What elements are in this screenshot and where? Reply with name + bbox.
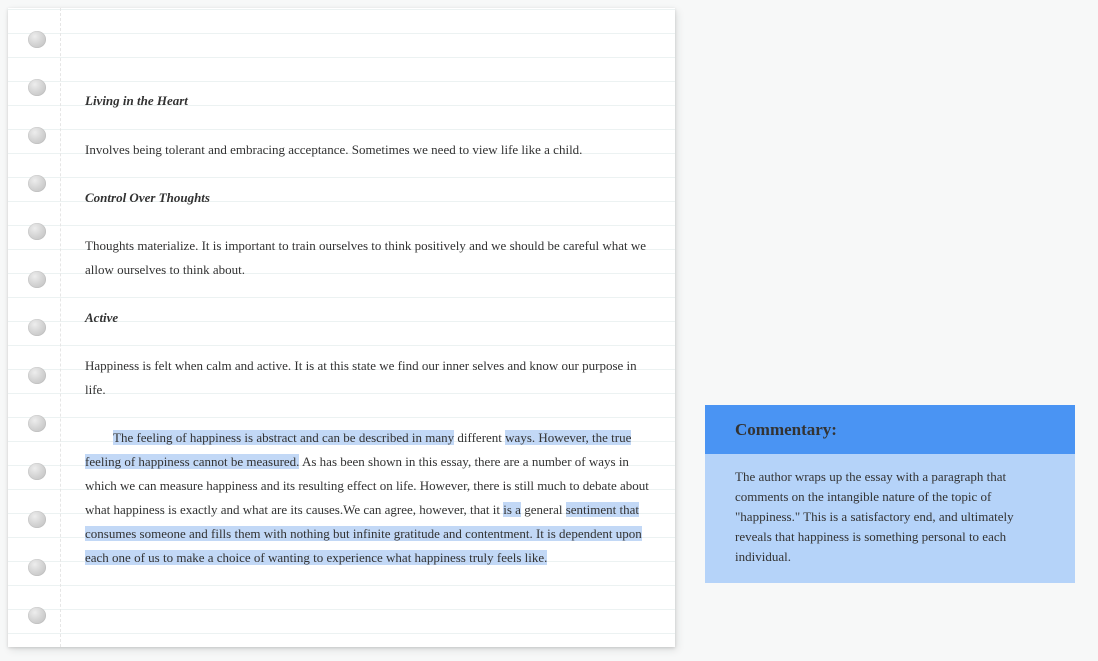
binder-hole [28,463,46,480]
highlighted-text-span: is a [503,502,521,517]
highlighted-text-span: The feeling of happiness is abstract and can be described in many [113,430,455,445]
binder-hole [28,511,46,528]
binder-hole [28,79,46,96]
margin-dashed-line [60,8,61,647]
essay-final-paragraph[interactable] [85,426,650,570]
notebook-paper [8,8,675,647]
binder-hole [28,175,46,192]
essay-paragraph-living-in-the-heart[interactable]: Involves being tolerant and embracing acceptance. Sometimes we need to view life like a child. [85,142,583,157]
essay-paragraph-control-over-thoughts[interactable]: Thoughts materialize. It is important to train ourselves to think positively and we should be careful what we allow ourselves to think about. [85,238,647,277]
text-span: different [454,430,506,445]
highlighted-text-span: ways. However, the true feeling of happiness cannot be measured. [85,430,632,469]
binder-hole [28,31,46,48]
commentary-header [705,405,1075,454]
commentary-panel [705,405,1075,583]
binder-hole [28,415,46,432]
binder-hole [28,271,46,288]
binder-hole [28,127,46,144]
binder-hole [28,607,46,624]
commentary-body-text: The author wraps up the essay with a paragraph that comments on the intangible nature of the topic of "happiness." This is a satisfactory end, and ultimately reveals that happiness is something personal to each individual. [705,454,1075,583]
text-span: general [520,502,566,517]
essay-heading-control-over-thoughts[interactable]: Control Over Thoughts [85,190,210,205]
binder-hole [28,559,46,576]
essay-paragraph-active[interactable]: Happiness is felt when calm and active. It is at this state we find our inner selves and know our purpose in life. [85,358,637,397]
binder-hole [28,223,46,240]
commentary-title: Commentary: [735,419,837,439]
binder-hole [28,367,46,384]
essay-heading-active[interactable]: Active [85,310,119,325]
text-span: As has been shown in this essay, there are a number of ways in which we can measure happiness and its resulting effect on life. However, there is still much to debate about what happiness is exactly and what are its causes.We can agree, however, that it [85,454,649,517]
essay-heading-living-in-the-heart[interactable]: Living in the Heart [85,93,188,108]
highlighted-text-span: sentiment that consumes someone and fills them with nothing but infinite gratitude and contentment. It is dependent upon each one of us to make a choice of wanting to experience what happiness truly feels like. [85,502,642,565]
binder-hole [28,319,46,336]
